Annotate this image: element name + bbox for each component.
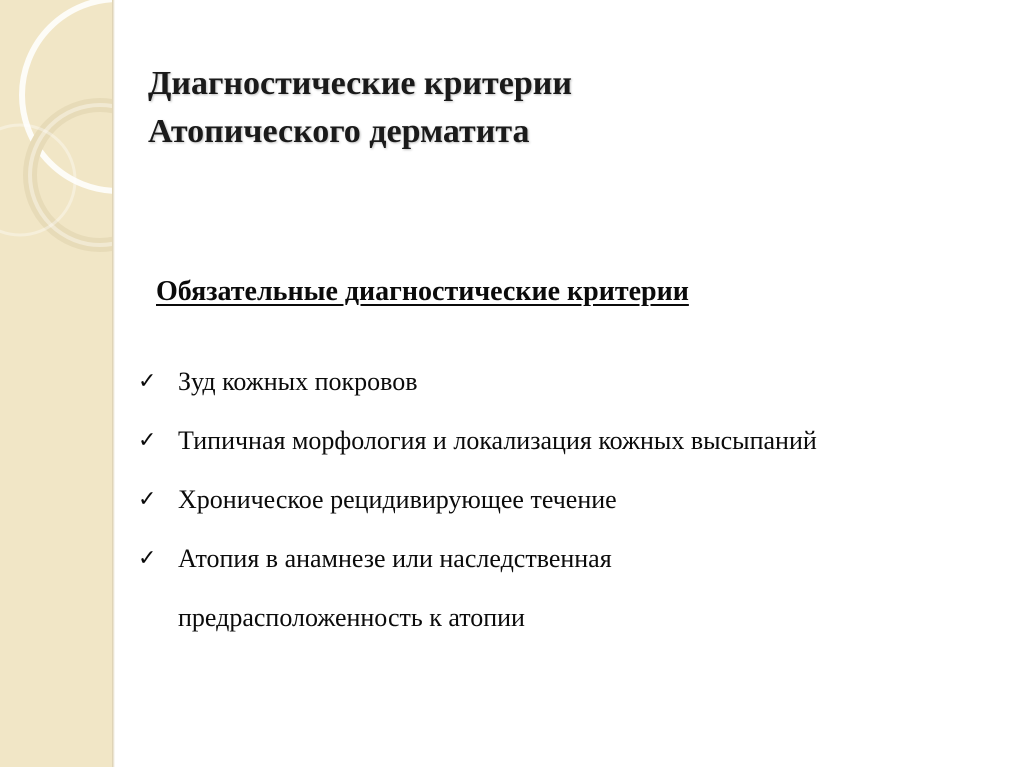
list-item-text: Атопия в анамнезе или наследственная предрасположенность к атопии <box>178 544 612 632</box>
decorative-side-panel <box>0 0 113 767</box>
list-item <box>136 352 856 411</box>
decorative-rings-icon <box>0 0 113 260</box>
list-item <box>136 529 856 647</box>
criteria-list <box>136 352 856 647</box>
page-title-line-1: Диагностические критерии <box>148 65 572 102</box>
list-item-text: Зуд кожных покровов <box>178 367 418 396</box>
side-panel-edge <box>112 0 115 767</box>
page-title <box>148 60 572 156</box>
list-item <box>136 470 856 529</box>
check-icon: ✓ <box>138 428 157 453</box>
section-heading: Обязательные диагностические критерии <box>156 276 689 307</box>
page-title-line-2: Атопического дерматита <box>148 113 530 150</box>
list-item-text: Хроническое рецидивирующее течение <box>178 485 617 514</box>
check-icon: ✓ <box>138 369 157 394</box>
list-item-text: Типичная морфология и локализация кожных высыпаний <box>178 426 817 455</box>
list-item <box>136 411 856 470</box>
check-icon: ✓ <box>138 487 157 512</box>
check-icon: ✓ <box>138 546 157 571</box>
